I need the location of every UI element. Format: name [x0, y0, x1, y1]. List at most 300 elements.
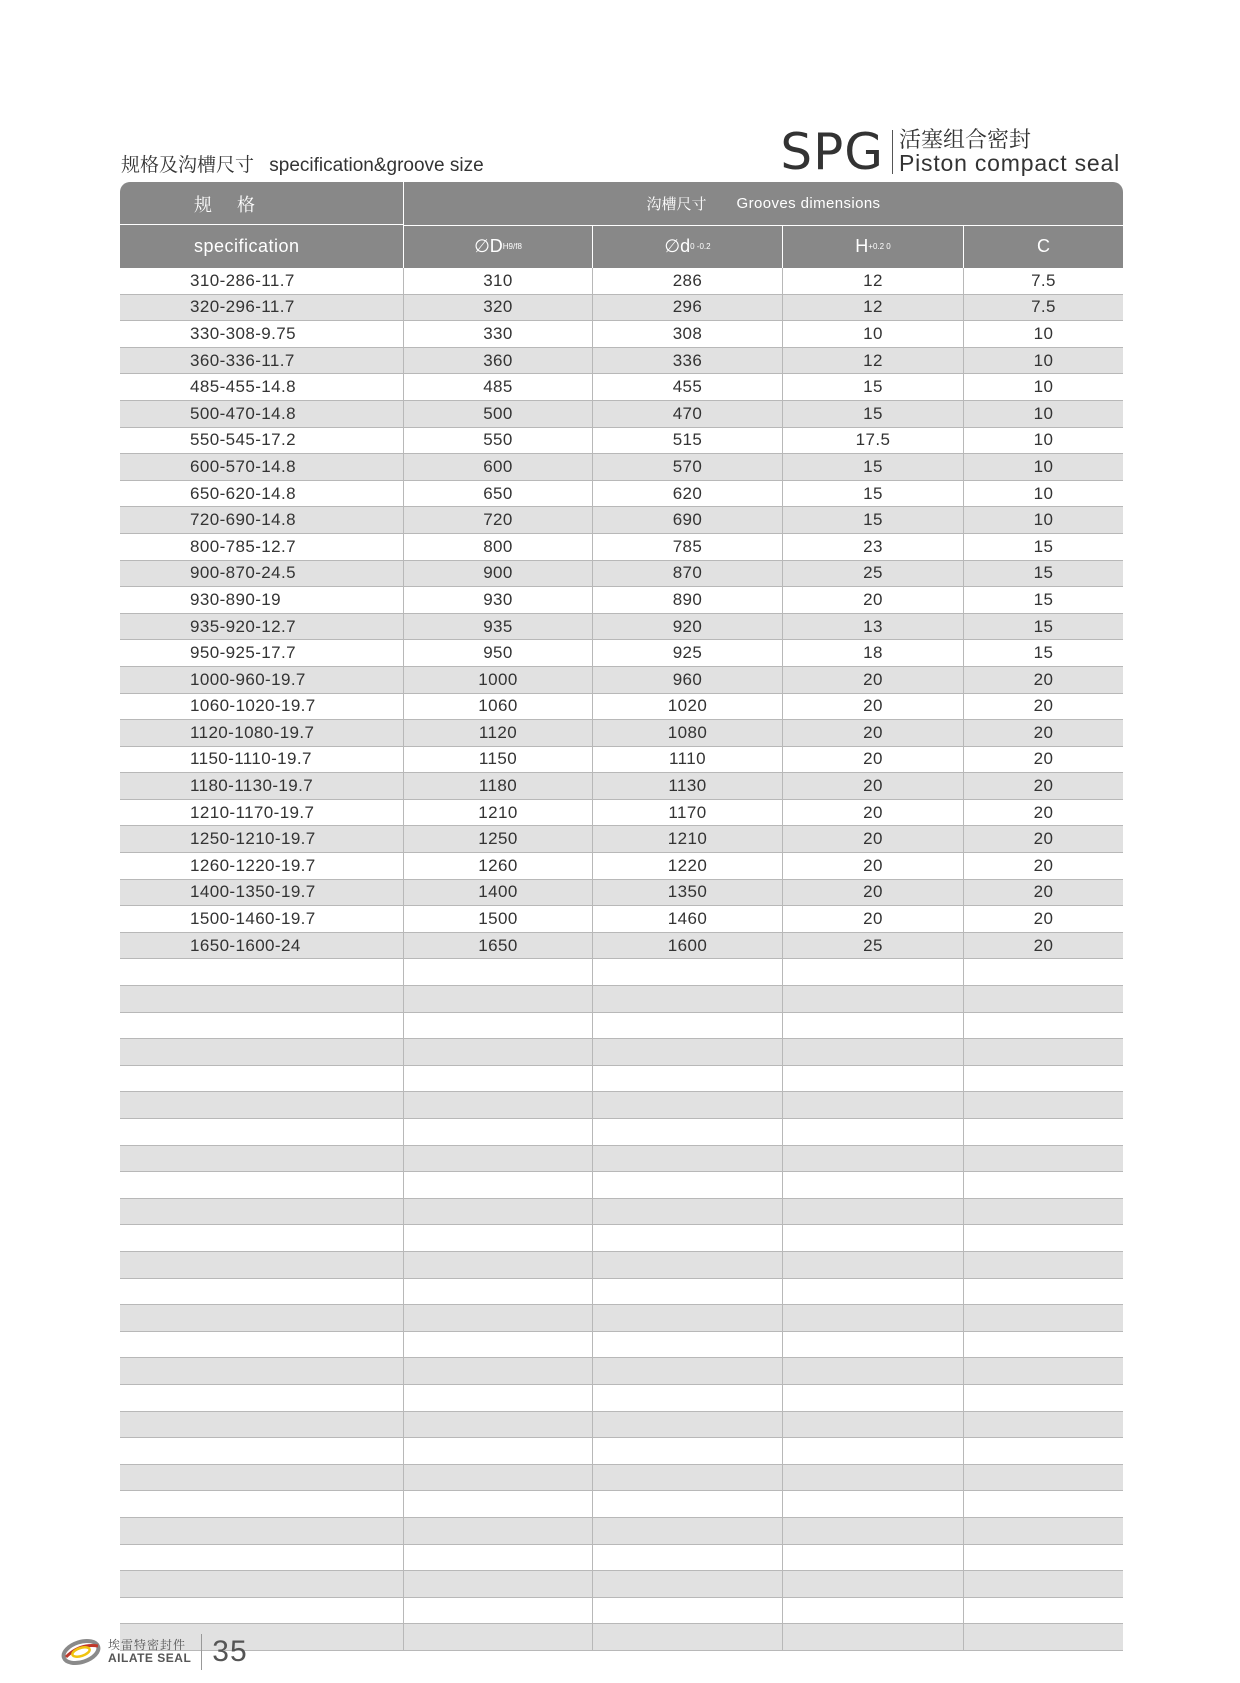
header-col-d-label: ∅d	[664, 236, 691, 256]
table-row	[120, 268, 1123, 295]
product-heading	[780, 124, 1120, 180]
column-divider	[963, 853, 964, 879]
column-divider	[403, 348, 404, 374]
cell-d: 470	[672, 403, 703, 423]
column-divider	[592, 1013, 593, 1039]
cell-D: 320	[483, 297, 513, 317]
column-divider	[782, 614, 783, 640]
cell-H: 17.5	[855, 430, 891, 450]
cell-C: 20	[1033, 696, 1054, 716]
cell-H	[783, 1438, 963, 1464]
cell-C: 10	[1033, 377, 1054, 397]
spec-table	[120, 182, 1123, 1651]
header-col-H	[783, 225, 963, 268]
product-name-cn: 活塞组合密封	[898, 127, 1031, 153]
column-divider	[782, 268, 783, 294]
cell-D	[404, 1385, 592, 1411]
column-divider	[403, 1571, 404, 1597]
cell-H: 20	[863, 589, 883, 609]
cell-d: 1020	[667, 696, 708, 716]
column-divider	[592, 534, 593, 560]
column-divider	[782, 1225, 783, 1251]
header-col-D-label: ∅D	[474, 236, 503, 256]
cell-D: 485	[483, 377, 513, 397]
table-row	[120, 1545, 1123, 1572]
cell-C	[964, 1465, 1123, 1491]
column-divider	[403, 640, 404, 666]
column-divider	[403, 959, 404, 985]
column-divider	[592, 1624, 593, 1650]
cell-d: 690	[672, 510, 703, 530]
cell-spec: 1120-1080-19.7	[190, 722, 315, 742]
column-divider	[782, 507, 783, 533]
cell-D	[404, 1279, 592, 1305]
cell-D: 310	[483, 270, 513, 290]
cell-spec	[120, 1412, 403, 1438]
cell-H	[783, 1172, 963, 1198]
cell-spec	[120, 1039, 403, 1065]
table-row	[120, 880, 1123, 907]
column-divider	[592, 720, 593, 746]
section-title-en: specification&groove size	[269, 155, 484, 176]
cell-d: 1460	[667, 909, 708, 929]
column-divider	[403, 1092, 404, 1118]
cell-spec: 360-336-11.7	[190, 350, 295, 370]
column-divider	[592, 747, 593, 773]
cell-d	[593, 1279, 782, 1305]
cell-d: 455	[672, 377, 703, 397]
cell-d: 960	[672, 669, 703, 689]
cell-d: 1170	[668, 802, 707, 822]
table-row	[120, 1199, 1123, 1226]
column-divider	[592, 1119, 593, 1145]
table-row	[120, 1358, 1123, 1385]
cell-d	[593, 1358, 782, 1384]
table-row	[120, 1119, 1123, 1146]
cell-d: 286	[672, 270, 703, 290]
column-divider	[782, 1598, 783, 1624]
cell-H: 15	[863, 483, 883, 503]
cell-C: 20	[1033, 935, 1054, 955]
table-row	[120, 1225, 1123, 1252]
cell-spec: 600-570-14.8	[190, 456, 296, 476]
cell-spec	[120, 1013, 403, 1039]
cell-H	[783, 1066, 963, 1092]
column-divider	[592, 1092, 593, 1118]
column-divider	[403, 1545, 404, 1571]
table-row	[120, 454, 1123, 481]
column-divider	[592, 1252, 593, 1278]
column-divider	[403, 1332, 404, 1358]
cell-C: 15	[1033, 616, 1054, 636]
table-row	[120, 1279, 1123, 1306]
table-row	[120, 720, 1123, 747]
table-row	[120, 348, 1123, 375]
cell-d	[593, 1571, 782, 1597]
column-divider	[963, 1438, 964, 1464]
cell-d	[593, 1305, 782, 1331]
column-divider	[403, 1146, 404, 1172]
table-row	[120, 986, 1123, 1013]
column-divider	[782, 428, 783, 454]
column-divider	[592, 800, 593, 826]
column-divider	[963, 1491, 964, 1517]
cell-H	[783, 1412, 963, 1438]
cell-spec: 485-455-14.8	[190, 377, 296, 397]
column-divider	[963, 959, 964, 985]
cell-D: 360	[483, 350, 513, 370]
column-divider	[782, 321, 783, 347]
cell-H	[783, 1039, 963, 1065]
cell-H: 12	[863, 350, 883, 370]
cell-D	[404, 1119, 592, 1145]
brand-en: AILATE SEAL	[108, 1651, 192, 1665]
header-spec-cn: 规 格	[194, 194, 266, 215]
column-divider	[963, 667, 964, 693]
cell-C: 7.5	[1031, 297, 1056, 317]
column-divider	[403, 1491, 404, 1517]
cell-spec: 320-296-11.7	[190, 297, 295, 317]
cell-D: 500	[483, 403, 513, 423]
header-vline	[963, 225, 964, 268]
cell-spec	[120, 1172, 403, 1198]
column-divider	[963, 1385, 964, 1411]
header-col-H-label: H	[855, 236, 869, 256]
cell-H: 10	[863, 323, 883, 343]
column-divider	[592, 1172, 593, 1198]
cell-d	[593, 1598, 782, 1624]
column-divider	[963, 268, 964, 294]
column-divider	[963, 800, 964, 826]
table-row	[120, 1066, 1123, 1093]
cell-spec	[120, 1545, 403, 1571]
table-row	[120, 1305, 1123, 1332]
column-divider	[592, 295, 593, 321]
table-row	[120, 1598, 1123, 1625]
cell-spec: 1650-1600-24	[190, 935, 301, 955]
column-divider	[963, 1039, 964, 1065]
table-row	[120, 933, 1123, 960]
column-divider	[782, 1252, 783, 1278]
column-divider	[592, 268, 593, 294]
table-row	[120, 959, 1123, 986]
cell-spec: 1250-1210-19.7	[190, 829, 316, 849]
table-row	[120, 1624, 1123, 1651]
cell-d	[593, 1252, 782, 1278]
column-divider	[963, 1412, 964, 1438]
table-row	[120, 614, 1123, 641]
column-divider	[592, 1332, 593, 1358]
cell-spec	[120, 1092, 403, 1118]
cell-d: 785	[672, 536, 703, 556]
cell-spec	[120, 1332, 403, 1358]
column-divider	[592, 1438, 593, 1464]
table-row	[120, 1518, 1123, 1545]
column-divider	[963, 1358, 964, 1384]
column-divider	[963, 1305, 964, 1331]
column-divider	[403, 1279, 404, 1305]
column-divider	[592, 428, 593, 454]
column-divider	[782, 747, 783, 773]
column-divider	[782, 906, 783, 932]
cell-C: 20	[1033, 855, 1054, 875]
cell-H	[783, 1252, 963, 1278]
cell-C: 20	[1033, 669, 1054, 689]
cell-C: 10	[1033, 483, 1054, 503]
cell-D: 1400	[478, 882, 518, 902]
column-divider	[592, 933, 593, 959]
column-divider	[782, 640, 783, 666]
column-divider	[963, 1465, 964, 1491]
column-divider	[592, 1146, 593, 1172]
column-divider	[963, 401, 964, 427]
cell-d	[593, 959, 782, 985]
header-col-D-tolerance: H9/f8	[502, 242, 522, 251]
cell-H	[783, 1332, 963, 1358]
column-divider	[592, 1305, 593, 1331]
column-divider	[592, 1279, 593, 1305]
cell-spec: 1000-960-19.7	[190, 669, 306, 689]
table-row	[120, 1412, 1123, 1439]
cell-H	[783, 1465, 963, 1491]
cell-H: 12	[863, 297, 883, 317]
table-row	[120, 561, 1123, 588]
cell-H	[783, 986, 963, 1012]
table-row	[120, 1252, 1123, 1279]
cell-d: 308	[672, 323, 703, 343]
cell-D	[404, 1545, 592, 1571]
column-divider	[782, 1092, 783, 1118]
cell-C	[964, 1305, 1123, 1331]
column-divider	[403, 507, 404, 533]
column-divider	[592, 454, 593, 480]
header-col-C-label: C	[1037, 236, 1050, 256]
column-divider	[403, 295, 404, 321]
cell-H	[783, 1518, 963, 1544]
cell-spec	[120, 1146, 403, 1172]
column-divider	[963, 1571, 964, 1597]
column-divider	[963, 747, 964, 773]
cell-d	[593, 1146, 782, 1172]
cell-H: 15	[863, 403, 883, 423]
cell-d	[593, 1172, 782, 1198]
cell-d	[593, 1332, 782, 1358]
cell-d	[593, 1225, 782, 1251]
cell-C	[964, 1279, 1123, 1305]
cell-H	[783, 1199, 963, 1225]
column-divider	[782, 720, 783, 746]
column-divider	[403, 1199, 404, 1225]
column-divider	[963, 428, 964, 454]
column-divider	[403, 1465, 404, 1491]
cell-D	[404, 1252, 592, 1278]
column-divider	[592, 773, 593, 799]
cell-spec: 720-690-14.8	[190, 510, 296, 530]
cell-C	[964, 1571, 1123, 1597]
column-divider	[963, 720, 964, 746]
column-divider	[963, 481, 964, 507]
cell-H: 15	[863, 456, 883, 476]
cell-spec: 1500-1460-19.7	[190, 909, 316, 929]
cell-spec	[120, 1305, 403, 1331]
cell-D	[404, 1624, 592, 1650]
cell-H: 12	[863, 270, 883, 290]
cell-C	[964, 1518, 1123, 1544]
column-divider	[592, 1039, 593, 1065]
column-divider	[963, 1199, 964, 1225]
cell-d: 570	[672, 456, 703, 476]
column-divider	[592, 1385, 593, 1411]
column-divider	[403, 374, 404, 400]
cell-H: 20	[863, 909, 883, 929]
cell-D	[404, 1598, 592, 1624]
cell-spec	[120, 1518, 403, 1544]
cell-spec: 310-286-11.7	[190, 270, 295, 290]
cell-H	[783, 1358, 963, 1384]
table-row	[120, 507, 1123, 534]
cell-D: 600	[483, 456, 513, 476]
cell-H: 20	[863, 829, 883, 849]
cell-C	[964, 1624, 1123, 1650]
header-groove	[404, 182, 1123, 225]
column-divider	[403, 268, 404, 294]
column-divider	[592, 986, 593, 1012]
cell-d	[593, 1066, 782, 1092]
cell-spec	[120, 1571, 403, 1597]
cell-spec: 550-545-17.2	[190, 430, 296, 450]
cell-spec: 1260-1220-19.7	[190, 855, 316, 875]
column-divider	[963, 534, 964, 560]
cell-H: 25	[863, 935, 883, 955]
table-header	[120, 182, 1123, 268]
cell-D	[404, 1412, 592, 1438]
cell-d	[593, 1491, 782, 1517]
cell-spec	[120, 959, 403, 985]
cell-d	[593, 1465, 782, 1491]
column-divider	[403, 1172, 404, 1198]
column-divider	[403, 321, 404, 347]
product-divider	[892, 130, 893, 174]
cell-D	[404, 1146, 592, 1172]
column-divider	[403, 454, 404, 480]
cell-d: 870	[672, 563, 703, 583]
cell-H: 25	[863, 563, 883, 583]
cell-D	[404, 1039, 592, 1065]
column-divider	[963, 374, 964, 400]
cell-spec	[120, 1465, 403, 1491]
cell-H	[783, 1385, 963, 1411]
cell-d: 620	[672, 483, 703, 503]
column-divider	[592, 1598, 593, 1624]
cell-d: 920	[672, 616, 703, 636]
column-divider	[403, 1412, 404, 1438]
cell-d: 1080	[667, 722, 708, 742]
cell-d	[593, 1412, 782, 1438]
column-divider	[782, 481, 783, 507]
cell-spec: 1210-1170-19.7	[190, 802, 315, 822]
cell-H: 23	[863, 536, 883, 556]
column-divider	[592, 1571, 593, 1597]
cell-C: 20	[1033, 722, 1054, 742]
table-row	[120, 374, 1123, 401]
table-row	[120, 1385, 1123, 1412]
cell-C	[964, 1172, 1123, 1198]
cell-H	[783, 959, 963, 985]
cell-spec: 1180-1130-19.7	[190, 776, 314, 796]
cell-spec	[120, 1358, 403, 1384]
cell-H	[783, 1092, 963, 1118]
cell-D: 1500	[478, 909, 518, 929]
column-divider	[592, 1225, 593, 1251]
table-row	[120, 401, 1123, 428]
cell-C: 15	[1033, 563, 1054, 583]
cell-H: 20	[863, 696, 883, 716]
table-row	[120, 826, 1123, 853]
cell-C: 10	[1033, 323, 1054, 343]
column-divider	[403, 1252, 404, 1278]
cell-C: 10	[1033, 403, 1054, 423]
table-row	[120, 1092, 1123, 1119]
column-divider	[592, 561, 593, 587]
column-divider	[403, 720, 404, 746]
cell-C: 10	[1033, 456, 1054, 476]
column-divider	[782, 667, 783, 693]
column-divider	[782, 374, 783, 400]
table-row	[120, 1146, 1123, 1173]
column-divider	[782, 933, 783, 959]
cell-spec: 900-870-24.5	[190, 563, 296, 583]
column-divider	[782, 1039, 783, 1065]
table-row	[120, 773, 1123, 800]
cell-D: 1060	[478, 696, 518, 716]
column-divider	[403, 561, 404, 587]
table-row	[120, 1491, 1123, 1518]
column-divider	[403, 1225, 404, 1251]
column-divider	[963, 906, 964, 932]
product-names	[899, 128, 1120, 175]
table-row	[120, 321, 1123, 348]
column-divider	[403, 1013, 404, 1039]
cell-H	[783, 1119, 963, 1145]
cell-D	[404, 1332, 592, 1358]
cell-spec: 930-890-19	[190, 589, 281, 609]
header-col-D	[404, 225, 592, 268]
column-divider	[403, 1066, 404, 1092]
header-divider	[404, 225, 1123, 226]
column-divider	[963, 773, 964, 799]
table-row	[120, 640, 1123, 667]
column-divider	[963, 880, 964, 906]
column-divider	[782, 880, 783, 906]
column-divider	[963, 295, 964, 321]
header-spec-en: specification	[194, 236, 300, 256]
cell-spec	[120, 1199, 403, 1225]
table-row	[120, 295, 1123, 322]
column-divider	[782, 694, 783, 720]
column-divider	[963, 1279, 964, 1305]
cell-spec: 330-308-9.75	[190, 323, 296, 343]
cell-D	[404, 1199, 592, 1225]
column-divider	[782, 773, 783, 799]
column-divider	[782, 1172, 783, 1198]
table-row	[120, 800, 1123, 827]
column-divider	[592, 1358, 593, 1384]
cell-spec: 1150-1110-19.7	[190, 749, 312, 769]
column-divider	[782, 295, 783, 321]
column-divider	[963, 1598, 964, 1624]
column-divider	[403, 747, 404, 773]
cell-D	[404, 1092, 592, 1118]
